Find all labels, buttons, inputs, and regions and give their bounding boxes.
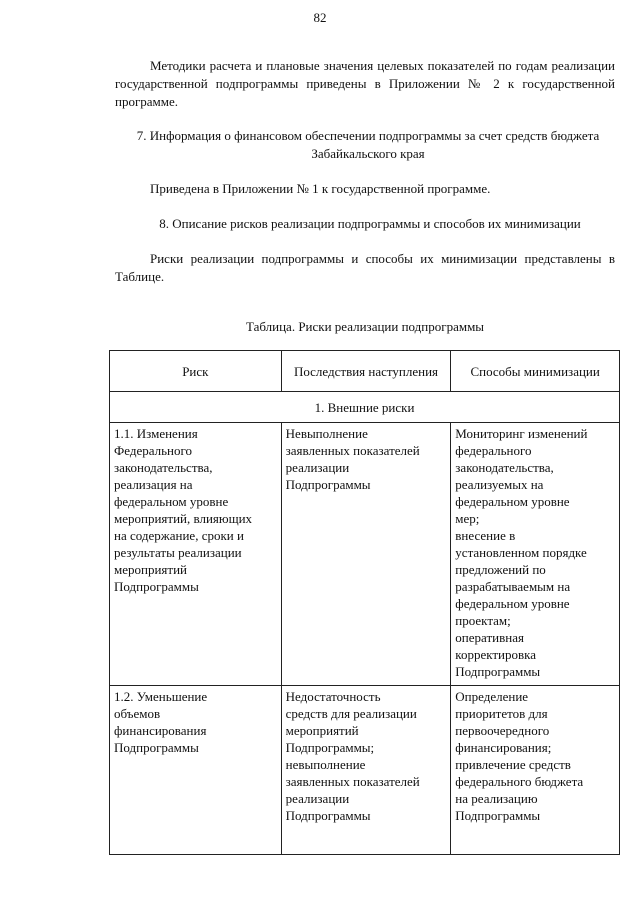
- table-header-row: [110, 351, 620, 392]
- header-consequences: Последствия наступления: [281, 351, 451, 392]
- table-caption: Таблица. Риски реализации подпрограммы: [245, 319, 485, 334]
- section-external-risks: 1. Внешние риски: [110, 392, 620, 423]
- section-8-text: Риски реализации подпрограммы и способы их минимизации представлены в Таблице.: [115, 251, 615, 284]
- section-7-text: Приведена в Приложении № 1 к государственной программе.: [150, 181, 491, 196]
- mitigation-cell: Определение приоритетов для первоочередного финансирования; привлечение средств федерального бюджета на реализацию Подпрограммы: [451, 686, 620, 855]
- page-number: 82: [313, 10, 327, 25]
- risk-cell: 1.1. Изменения Федерального законодательства, реализация на федеральном уровне мероприятий, влияющих на содержание, сроки и результаты реализации мероприятий Подпрограммы: [110, 423, 282, 686]
- section-8-heading: 8. Описание рисков реализации подпрограммы и способов их минимизации: [159, 216, 581, 231]
- table-row: [110, 423, 620, 686]
- table-section-row: [110, 392, 620, 423]
- paragraph-methodology: Методики расчета и плановые значения целевых показателей по годам реализации государственной подпрограммы приведены в Приложении № 2 к государственной программе.: [115, 58, 615, 109]
- consequence-cell: Недостаточность средств для реализации мероприятий Подпрограммы; невыполнение заявленных показателей реализации Подпрограммы: [281, 686, 451, 855]
- header-mitigation: Способы минимизации: [451, 351, 620, 392]
- mitigation-cell: Мониторинг изменений федерального законодательства, реализуемых на федеральном уровне мер; внесение в установленном порядке предложений по разрабатываемым на федеральном уровне проектам; оперативная корректировка Подпрограммы: [451, 423, 620, 686]
- section-7-heading: 7. Информация о финансовом обеспечении подпрограммы за счет средств бюджета Забайкальского края: [136, 128, 600, 161]
- risk-cell: 1.2. Уменьшение объемов финансирования Подпрограммы: [110, 686, 282, 855]
- table-row: [110, 686, 620, 855]
- risks-table: [109, 350, 620, 855]
- header-risk: Риск: [110, 351, 282, 392]
- consequence-cell: Невыполнение заявленных показателей реализации Подпрограммы: [281, 423, 451, 686]
